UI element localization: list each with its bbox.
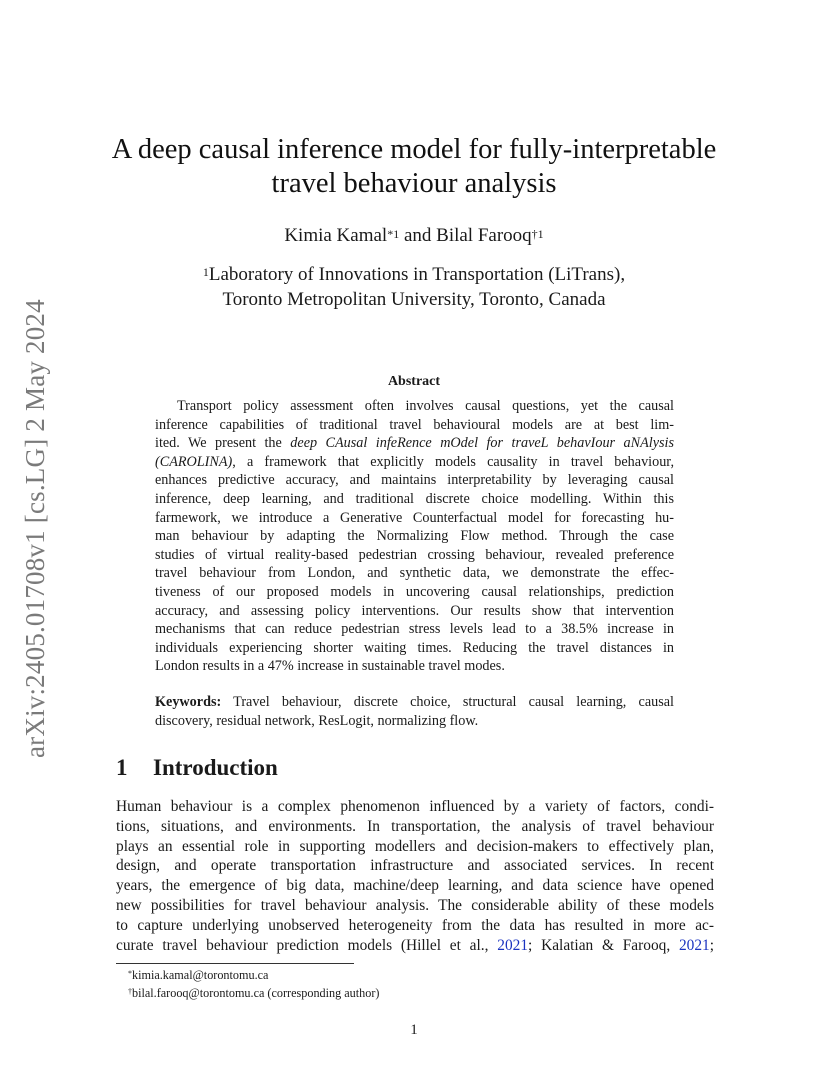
keywords-line [155, 693, 674, 712]
keywords [155, 693, 674, 730]
footnote-email: bilal.farooq@torontomu.ca (corresponding author) [132, 986, 380, 1000]
author-footnote-mark: †1 [531, 227, 544, 241]
abstract-line: inference capabilities of traditional travel behavioural models are at best lim- [155, 416, 674, 433]
abstract-line: London results in a 47% increase in sustainable travel modes. [155, 658, 505, 675]
affiliation-line-1 [100, 262, 728, 287]
abstract-line: travel behaviour from London, and synthetic data, we demonstrate the effec- [155, 565, 674, 582]
author-footnote-mark: *1 [387, 227, 400, 241]
page-number: 1 [410, 1022, 418, 1038]
body-text: ; Kalatian & Farooq, [528, 936, 679, 954]
body-line: plays an essential role in supporting modellers and decision-makers to effectively plan, [116, 837, 714, 855]
section-heading [116, 755, 716, 781]
abstract-line: enhances predictive accuracy, and maintains interpretability by leveraging causal [155, 472, 674, 489]
footnotes [128, 966, 628, 1002]
abstract-line: mechanisms that can reduce pedestrian stress levels lead to a 38.5% increase in [155, 621, 674, 638]
body-line: new possibilities for travel behaviour analysis. The considerable ability of these models [116, 896, 714, 914]
abstract-line: tiveness of our proposed models in uncovering causal relationships, prediction [155, 583, 674, 600]
author-list [100, 224, 728, 248]
title-line-1: A deep causal inference model for fully-interpretable [111, 134, 717, 165]
body-line: design, and operate transportation infrastructure and associated services. In recent [116, 857, 714, 875]
affiliation [100, 262, 728, 312]
introduction-body [116, 797, 714, 955]
body-line: tions, situations, and environments. In transportation, the analysis of travel behaviour [116, 817, 714, 835]
body-line: years, the emergence of big data, machine/deep learning, and data science have opened [116, 877, 714, 895]
abstract-line: man behaviour by adapting the Normalizing Flow method. Through the case [155, 528, 674, 545]
section-number: 1 [116, 755, 128, 780]
abstract-text: ited. We present the [155, 435, 291, 452]
footnote-2 [128, 984, 628, 1002]
affiliation-text: Laboratory of Innovations in Transportation (LiTrans), [208, 264, 626, 285]
model-name-italic: deep CAusal infeRence mOdel for traveL behavIour aNAlysis [290, 435, 674, 452]
abstract-body [155, 397, 674, 676]
footnote-mark: * [128, 969, 132, 978]
title-line-2: travel behaviour analysis [271, 168, 557, 199]
body-line: Human behaviour is a complex phenomenon influenced by a variety of factors, condi- [116, 798, 714, 815]
footnote-email: kimia.kamal@torontomu.ca [132, 968, 269, 982]
abstract-line: inference, deep learning, and traditional discrete choice modelling. Within this [155, 490, 674, 507]
citation-year-link[interactable]: 2021 [678, 936, 710, 954]
keywords-text: Travel behaviour, discrete choice, structural causal learning, causal [221, 694, 674, 710]
author-name: Bilal Farooq [436, 225, 532, 246]
citation-year-link[interactable]: 2021 [497, 936, 529, 954]
abstract-line: individuals experiencing shorter waiting times. Reducing the travel distances in [155, 639, 674, 656]
abstract-line [155, 434, 674, 453]
affiliation-mark: 1 [202, 265, 209, 279]
abstract-line: studies of virtual reality-based pedestrian crossing behaviour, revealed preference [155, 546, 674, 563]
abstract-heading: Abstract [387, 374, 441, 389]
body-text: curate travel behaviour prediction models (Hillel et al., [116, 936, 498, 954]
abstract-line: Transport policy assessment often involves causal questions, yet the causal [177, 398, 674, 414]
abstract-line: farmework, we introduce a Generative Counterfactual model for forecasting hu- [155, 509, 674, 526]
arxiv-identifier-stamp: arXiv:2405.01708v1 [cs.LG] 2 May 2024 [20, 299, 50, 758]
paper-title [100, 133, 728, 201]
section-title: Introduction [153, 755, 278, 780]
abstract-line: accuracy, and assessing policy interventions. Our results show that intervention [155, 602, 674, 619]
keywords-line: discovery, residual network, ResLogit, normalizing flow. [155, 712, 479, 729]
footnote-rule [116, 963, 354, 964]
author-conjunction: and [399, 225, 437, 246]
body-line: to capture underlying unobserved heterogeneity from the data has resulted in more ac- [116, 916, 714, 934]
keywords-label: Keywords: [155, 694, 222, 710]
abstract-line [155, 453, 674, 472]
body-line [116, 936, 714, 956]
footnote-1 [128, 966, 628, 984]
model-acronym-italic: (CAROLINA) [155, 453, 233, 470]
author-name: Kimia Kamal [284, 225, 388, 246]
abstract-text: , a framework that explicitly models causality in travel behaviour, [232, 453, 674, 470]
body-text: ; [709, 936, 715, 954]
footnote-mark: † [128, 987, 132, 996]
affiliation-line-2: Toronto Metropolitan University, Toronto, Canada [222, 289, 606, 310]
